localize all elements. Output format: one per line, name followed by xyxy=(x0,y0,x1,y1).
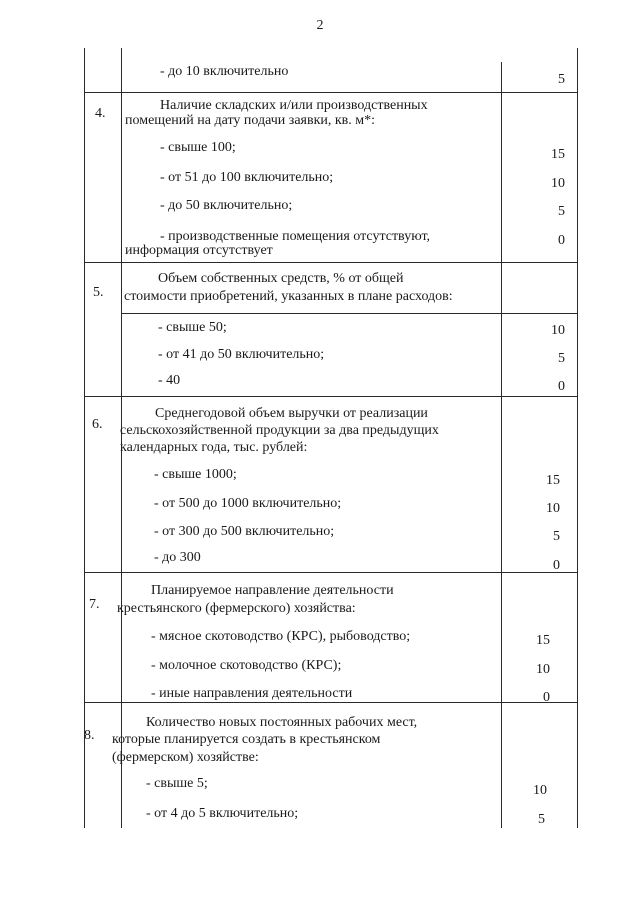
option-text: - от 51 до 100 включительно; xyxy=(160,170,334,185)
option-score: 10 xyxy=(533,783,547,798)
section-title-line: помещений на дату подачи заявки, кв. м*: xyxy=(125,113,376,128)
section-number: 4. xyxy=(95,106,106,121)
row-divider xyxy=(84,572,578,573)
option-text: - от 500 до 1000 включительно; xyxy=(154,496,342,511)
option-score: 10 xyxy=(551,176,565,191)
option-text: - свыше 100; xyxy=(160,140,236,155)
section-title-line: которые планируется создать в крестьянском xyxy=(112,732,381,747)
section-number: 7. xyxy=(89,597,100,612)
option-text: - от 41 до 50 включительно; xyxy=(158,347,325,362)
table-right-border xyxy=(577,48,578,828)
table-score-column-divider xyxy=(501,62,502,828)
option-text: - до 50 включительно; xyxy=(160,198,293,213)
option-score: 0 xyxy=(553,558,560,573)
option-score: 10 xyxy=(551,323,565,338)
top-item-score: 5 xyxy=(558,72,565,87)
section-number: 5. xyxy=(93,285,104,300)
option-score: 10 xyxy=(546,501,560,516)
table-left-border xyxy=(84,48,85,828)
option-text: - свыше 50; xyxy=(158,320,227,335)
section-title-line: (фермерском) хозяйстве: xyxy=(112,750,259,765)
option-text: - до 300 xyxy=(154,550,201,565)
row-divider xyxy=(84,92,578,93)
subrow-divider xyxy=(121,313,578,314)
section-number: 6. xyxy=(92,417,103,432)
section-title-line: сельскохозяйственной продукции за два предыдущих xyxy=(120,423,439,438)
option-text: - свыше 5; xyxy=(146,776,208,791)
row-divider xyxy=(84,702,578,703)
option-text: - от 300 до 500 включительно; xyxy=(154,524,335,539)
option-text: - от 4 до 5 включительно; xyxy=(146,806,299,821)
option-score: 10 xyxy=(536,662,550,677)
section-number: 8. xyxy=(84,728,95,743)
option-score: 15 xyxy=(536,633,550,648)
top-item-text: - до 10 включительно xyxy=(160,64,289,79)
option-score: 5 xyxy=(558,351,565,366)
section-title-line: Объем собственных средств, % от общей xyxy=(158,271,404,286)
option-text: - свыше 1000; xyxy=(154,467,237,482)
option-text: - мясное скотоводство (КРС), рыбоводство; xyxy=(151,629,411,644)
section-title-line: Планируемое направление деятельности xyxy=(151,583,394,598)
option-score: 5 xyxy=(553,529,560,544)
row-divider xyxy=(84,396,578,397)
section-title-line: календарных года, тыс. рублей: xyxy=(120,440,308,455)
section-title-line: крестьянского (фермерского) хозяйства: xyxy=(117,601,356,616)
page-number: 2 xyxy=(316,18,324,33)
option-text: - иные направления деятельности xyxy=(151,686,353,701)
option-text: информация отсутствует xyxy=(125,243,273,258)
option-score: 5 xyxy=(558,204,565,219)
option-score: 0 xyxy=(558,379,565,394)
option-score: 0 xyxy=(558,233,565,248)
option-text: - 40 xyxy=(158,373,181,388)
option-text: - молочное скотоводство (КРС); xyxy=(151,658,342,673)
option-score: 15 xyxy=(546,473,560,488)
section-title-line: Наличие складских и/или производственных xyxy=(160,98,428,113)
row-divider xyxy=(84,262,578,263)
section-title-line: Среднегодовой объем выручки от реализации xyxy=(155,406,428,421)
section-title-line: стоимости приобретений, указанных в плане расходов: xyxy=(124,289,453,304)
option-text: - производственные помещения отсутствуют, xyxy=(160,229,431,244)
option-score: 0 xyxy=(543,690,550,705)
option-score: 15 xyxy=(551,147,565,162)
option-score: 5 xyxy=(538,812,545,827)
section-title-line: Количество новых постоянных рабочих мест, xyxy=(146,715,418,730)
